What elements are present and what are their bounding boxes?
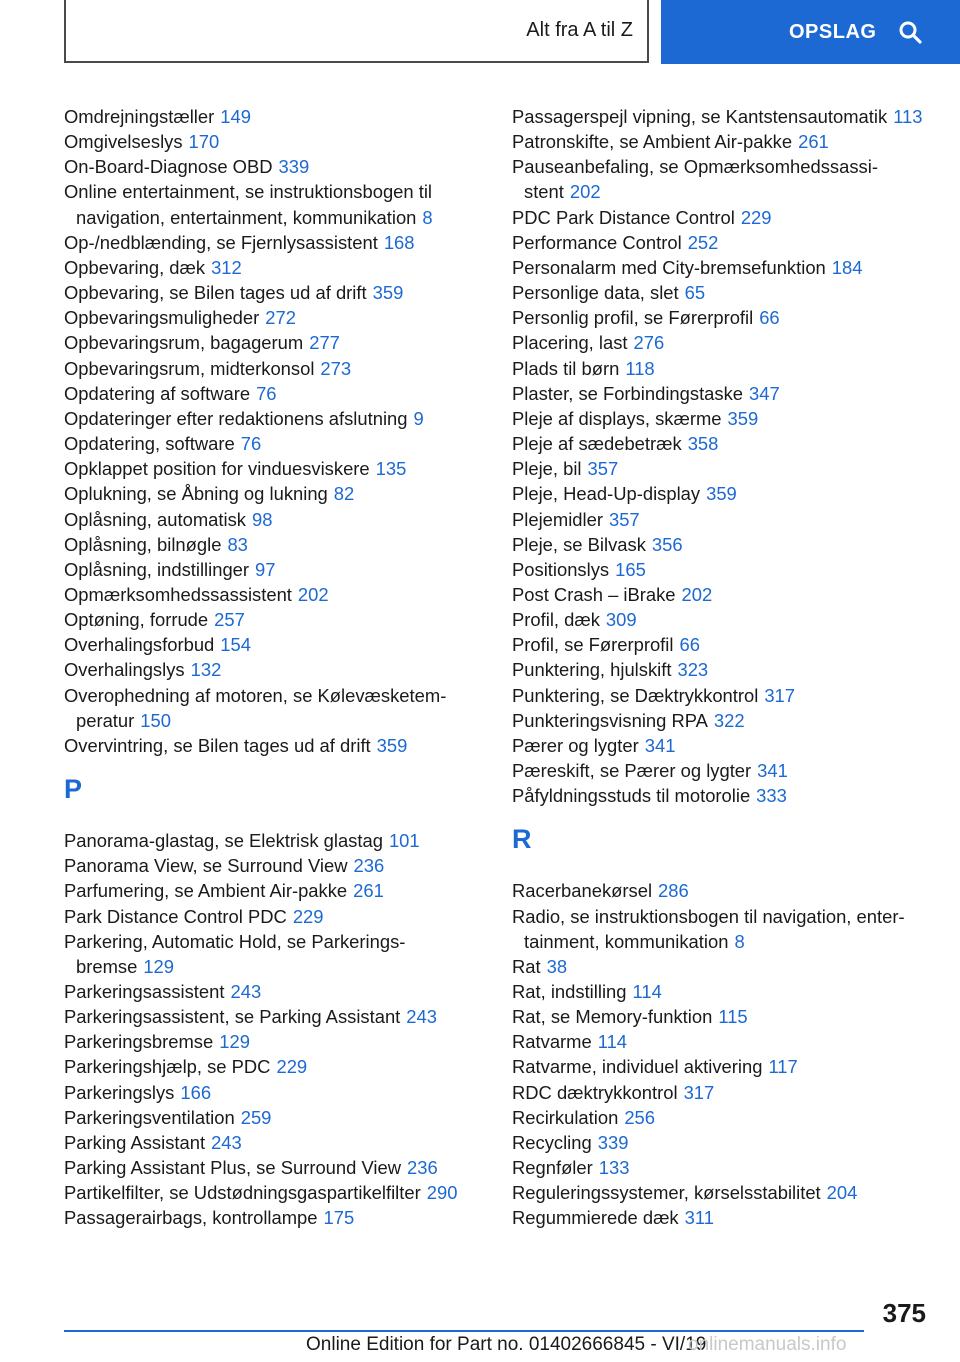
page-link[interactable]: 323 — [677, 659, 709, 681]
index-entry — [512, 431, 932, 456]
index-entry — [512, 904, 932, 954]
page-link[interactable]: 273 — [320, 357, 352, 379]
index-entry-text: Parkeringshjælp, se PDC — [64, 1056, 271, 1078]
page-link[interactable]: 133 — [598, 1157, 630, 1179]
index-entry — [512, 356, 932, 381]
page-link[interactable]: 165 — [615, 558, 646, 580]
index-entry — [512, 1205, 932, 1230]
index-entry — [512, 104, 932, 129]
index-entry — [64, 1105, 484, 1130]
index-entry-text: Ratvarme, individuel aktivering — [512, 1056, 763, 1078]
index-entry — [512, 1180, 932, 1205]
index-entry-text: Parkeringslys — [64, 1081, 175, 1103]
index-entry-text: Performance Control — [512, 231, 682, 253]
index-entry — [512, 708, 932, 733]
index-entry-text: Pleje af sædebetræk — [512, 433, 682, 455]
index-entry-text: Placering, last — [512, 332, 628, 354]
edition-text: Online Edition for Part no. 01402666845 - VI/19 — [306, 1334, 707, 1355]
index-entry — [512, 1080, 932, 1105]
index-entry-text: Punktering, se Dæktrykkontrol — [512, 684, 759, 706]
page-link[interactable]: 150 — [140, 709, 171, 731]
page-link[interactable]: 341 — [757, 760, 788, 782]
index-entry — [512, 305, 932, 330]
index-entry — [64, 154, 484, 179]
index-entry-text: Punkteringsvisning RPA — [512, 709, 708, 731]
index-entry — [64, 1054, 484, 1079]
page-link[interactable]: 101 — [388, 830, 420, 852]
index-entry-text: Opbevaringsmuligheder — [64, 307, 260, 329]
page-link[interactable]: 175 — [323, 1207, 355, 1229]
page-link[interactable]: 347 — [749, 382, 780, 404]
index-entry — [512, 532, 932, 557]
index-entry — [64, 733, 484, 758]
index-entry-text: Parkeringsventilation — [64, 1106, 235, 1128]
index-entry — [64, 683, 484, 733]
page-link[interactable]: 83 — [227, 533, 248, 555]
page-link[interactable]: 118 — [625, 357, 655, 379]
page-link[interactable]: 359 — [372, 282, 404, 304]
page-link[interactable]: 339 — [597, 1131, 629, 1153]
page-link[interactable]: 261 — [353, 880, 384, 902]
page-link[interactable]: 341 — [644, 734, 676, 756]
watermark: onlinemanuals.info — [688, 1334, 847, 1355]
index-entry — [64, 356, 484, 381]
page-link[interactable]: 154 — [220, 634, 251, 656]
index-entry-text: Oplåsning, indstillinger — [64, 558, 250, 580]
index-entry — [64, 1180, 484, 1205]
page-link[interactable]: 76 — [256, 382, 277, 404]
index-entry — [512, 507, 932, 532]
index-entry — [512, 632, 932, 657]
index-entry — [64, 179, 484, 229]
index-entry — [64, 1155, 484, 1180]
index-entry — [64, 582, 484, 607]
page-link[interactable]: 259 — [240, 1106, 272, 1128]
index-entry-text: Regnføler — [512, 1157, 593, 1179]
page-link[interactable]: 359 — [727, 407, 759, 429]
index-entry-text: Pleje af displays, skærme — [512, 407, 722, 429]
index-entry-text: Regummierede dæk — [512, 1207, 679, 1229]
page-link[interactable]: 290 — [426, 1182, 458, 1204]
index-entry-text: Opdatering af software — [64, 382, 251, 404]
index-entry-text: Opdateringer efter redaktionens afslutning — [64, 407, 408, 429]
footer-divider — [64, 1330, 864, 1332]
index-entry — [512, 330, 932, 355]
page-link[interactable]: 256 — [624, 1106, 655, 1128]
index-list-p — [64, 828, 484, 1231]
index-entry-text: Plejemidler — [512, 508, 603, 530]
index-entry-text: Opdatering, software — [64, 433, 235, 455]
page-link[interactable]: 8 — [422, 206, 433, 228]
index-entry — [64, 1080, 484, 1105]
index-entry — [512, 205, 932, 230]
index-entry — [64, 853, 484, 878]
index-entry-text: Op-/nedblænding, se Fjernlysassistent — [64, 231, 378, 253]
index-entry-text: Recycling — [512, 1131, 592, 1153]
page-link[interactable]: 322 — [713, 709, 745, 731]
index-entry — [512, 381, 932, 406]
page-link[interactable]: 277 — [309, 332, 340, 354]
page-link[interactable]: 359 — [706, 483, 737, 505]
page-link[interactable]: 236 — [407, 1157, 438, 1179]
page-link[interactable]: 113 — [893, 106, 923, 127]
index-entry — [64, 532, 484, 557]
page-link[interactable]: 309 — [605, 609, 637, 631]
page-link[interactable]: 38 — [546, 955, 568, 977]
index-entry — [64, 828, 484, 853]
index-entry-text: Online entertainment, se instruktionsbogen til navigation, entertainment, kommunikation — [64, 181, 433, 228]
section-letter-r: R — [512, 824, 532, 855]
index-entry — [64, 632, 484, 657]
index-entry-text: Recirkulation — [512, 1106, 619, 1128]
index-entry-text: Profil, dæk — [512, 609, 600, 631]
index-entry-text: PDC Park Distance Control — [512, 206, 735, 228]
index-entry — [64, 1029, 484, 1054]
page-link[interactable]: 115 — [718, 1006, 748, 1028]
page-link[interactable]: 114 — [632, 981, 662, 1002]
page-link[interactable]: 261 — [798, 131, 829, 153]
index-entry — [512, 758, 932, 783]
index-entry-text: Pleje, Head-Up-display — [512, 483, 701, 505]
index-entry — [512, 255, 932, 280]
index-entry-text: Parking Assistant — [64, 1131, 206, 1153]
index-list-r — [512, 878, 932, 1230]
index-entry-text: Post Crash – iBrake — [512, 583, 676, 605]
page-link[interactable]: 117 — [768, 1056, 798, 1078]
page-link[interactable]: 243 — [406, 1006, 437, 1028]
index-list-o — [64, 104, 484, 758]
index-entry-text: Pauseanbefaling, se Opmærksomhedssassistent — [512, 156, 878, 203]
page-link[interactable]: 286 — [658, 880, 689, 902]
page-link[interactable]: 276 — [633, 332, 665, 354]
index-entry — [512, 406, 932, 431]
index-entry-text: Personlige data, slet — [512, 282, 679, 304]
page-link[interactable]: 333 — [756, 785, 787, 807]
index-entry-text: Racerbanekørsel — [512, 880, 653, 902]
index-entry-text: Parking Assistant Plus, se Surround View — [64, 1157, 401, 1179]
index-entry-text: Opbevaringsrum, midterkonsol — [64, 357, 315, 379]
search-button[interactable] — [661, 0, 960, 64]
index-entry — [64, 507, 484, 532]
page-link[interactable]: 317 — [683, 1081, 715, 1103]
index-entry-text: Parfumering, se Ambient Air-pakke — [64, 880, 348, 902]
index-entry-text: Opklappet position for vinduesviskere — [64, 458, 370, 480]
index-entry — [512, 607, 932, 632]
page-link[interactable]: 66 — [759, 307, 780, 329]
page-link[interactable]: 135 — [375, 458, 407, 480]
index-entry-text: Omgivelseslys — [64, 131, 183, 153]
index-entry-text: Parkeringsbremse — [64, 1031, 214, 1053]
index-entry — [512, 1130, 932, 1155]
index-entry-text: Oplukning, se Åbning og lukning — [64, 483, 328, 505]
index-entry — [512, 657, 932, 682]
page-link[interactable]: 229 — [292, 905, 324, 927]
index-entry-text: On-Board-Diagnose OBD — [64, 156, 273, 178]
page-link[interactable]: 202 — [297, 583, 329, 605]
index-entry — [64, 481, 484, 506]
page-link[interactable]: 243 — [211, 1131, 242, 1153]
index-entry — [512, 481, 932, 506]
index-entry-text: Personlig profil, se Førerprofil — [512, 307, 754, 329]
index-entry-text: Overhalingslys — [64, 659, 185, 681]
page-link[interactable]: 204 — [826, 1182, 858, 1204]
index-entry-text: Park Distance Control PDC — [64, 905, 287, 927]
index-entry — [512, 129, 932, 154]
index-entry-text: Pæreskift, se Pærer og lygter — [512, 760, 752, 782]
index-entry-text: Parkeringsassistent, se Parking Assistant — [64, 1006, 401, 1028]
index-entry-text: Ratvarme — [512, 1031, 592, 1053]
index-entry-text: Panorama View, se Surround View — [64, 855, 348, 877]
index-entry — [64, 657, 484, 682]
index-entry — [512, 230, 932, 255]
page-link[interactable]: 149 — [220, 106, 251, 127]
index-entry — [64, 431, 484, 456]
index-entry — [512, 280, 932, 305]
index-entry — [64, 1205, 484, 1230]
index-entry-text: Pærer og lygter — [512, 734, 639, 756]
index-entry — [512, 456, 932, 481]
index-entry — [64, 904, 484, 929]
index-entry-text: Opbevaring, dæk — [64, 256, 206, 278]
index-entry — [64, 979, 484, 1004]
page-link[interactable]: 358 — [687, 433, 719, 455]
page-link[interactable]: 312 — [211, 256, 242, 278]
index-entry — [512, 954, 932, 979]
index-entry — [64, 381, 484, 406]
index-list-p-continued — [512, 104, 932, 808]
page-link[interactable]: 356 — [651, 533, 683, 555]
page-link[interactable]: 184 — [831, 256, 863, 278]
index-entry — [64, 305, 484, 330]
page-link[interactable]: 168 — [383, 231, 415, 253]
index-entry-text: Plaster, se Forbindingstaske — [512, 382, 744, 404]
index-entry-text: Reguleringssystemer, kørselsstabilitet — [512, 1182, 821, 1204]
index-entry — [64, 230, 484, 255]
index-entry-text: Pleje, se Bilvask — [512, 533, 646, 555]
page-link[interactable]: 272 — [265, 307, 296, 329]
index-entry-text: Opbevaring, se Bilen tages ud af drift — [64, 282, 367, 304]
page-link[interactable]: 202 — [569, 181, 601, 203]
index-entry-text: Personalarm med City-bremsefunktion — [512, 256, 826, 278]
page-number: 375 — [882, 1298, 926, 1328]
index-entry — [64, 280, 484, 305]
page-link[interactable]: 317 — [764, 684, 796, 706]
page-link[interactable]: 236 — [353, 855, 385, 877]
index-entry — [64, 456, 484, 481]
index-entry — [64, 104, 484, 129]
page-link[interactable]: 359 — [376, 734, 408, 756]
section-tab[interactable] — [64, 0, 649, 63]
index-entry — [64, 255, 484, 280]
index-entry-text: Passagerspejl vipning, se Kantstensautomatik — [512, 106, 888, 127]
index-entry — [64, 406, 484, 431]
index-entry-text: Patronskifte, se Ambient Air-pakke — [512, 131, 793, 153]
section-letter-p: P — [64, 774, 83, 805]
index-entry-text: Rat, se Memory-funktion — [512, 1006, 713, 1028]
index-column-left — [64, 104, 484, 1231]
index-entry-text: Overhalingsforbud — [64, 634, 215, 656]
index-entry-text: Rat, indstilling — [512, 981, 627, 1002]
search-button-label: OPSLAG — [789, 20, 877, 43]
index-entry — [512, 783, 932, 808]
index-entry — [64, 929, 484, 979]
index-entry-text: Omdrejningstæller — [64, 106, 215, 127]
page-link[interactable]: 8 — [734, 930, 745, 952]
index-entry-text: Overophedning af motoren, se Kølevæsketemperatur — [64, 684, 447, 731]
index-column-right — [512, 104, 932, 1231]
index-entry — [64, 607, 484, 632]
page-link[interactable]: 114 — [597, 1031, 628, 1053]
page-link[interactable]: 9 — [413, 407, 424, 429]
page-link[interactable]: 129 — [219, 1031, 250, 1053]
page-link[interactable]: 66 — [679, 634, 700, 656]
page-link[interactable]: 76 — [240, 433, 262, 455]
section-tab-label: Alt fra A til Z — [526, 19, 633, 41]
index-entry — [64, 1004, 484, 1029]
page-link[interactable]: 132 — [190, 659, 222, 681]
page-link[interactable]: 98 — [251, 508, 273, 530]
page-link[interactable]: 257 — [214, 609, 245, 631]
index-entry — [64, 557, 484, 582]
page-link[interactable]: 243 — [230, 981, 262, 1002]
page-link[interactable]: 97 — [255, 558, 276, 580]
page-link[interactable]: 357 — [587, 458, 619, 480]
search-icon — [898, 20, 922, 44]
index-entry — [512, 683, 932, 708]
index-entry-text: Oplåsning, bilnøgle — [64, 533, 222, 555]
page-link[interactable]: 82 — [333, 483, 355, 505]
page-link[interactable]: 202 — [681, 583, 713, 605]
index-entry-text: Positionslys — [512, 558, 610, 580]
index-entry-text: Oplåsning, automatisk — [64, 508, 246, 530]
index-entry — [512, 1004, 932, 1029]
index-entry — [512, 557, 932, 582]
page-link[interactable]: 339 — [278, 156, 310, 178]
page-link[interactable]: 170 — [188, 131, 220, 153]
index-entry-text: Påfyldningsstuds til motorolie — [512, 785, 751, 807]
index-entry-text: Pleje, bil — [512, 458, 582, 480]
index-entry-text: Rat — [512, 955, 541, 977]
index-entry — [64, 129, 484, 154]
index-entry-text: Panorama-glastag, se Elektrisk glastag — [64, 830, 383, 852]
page-link[interactable]: 357 — [608, 508, 640, 530]
page-link[interactable]: 229 — [276, 1056, 308, 1078]
index-entry — [512, 1105, 932, 1130]
index-entry — [512, 979, 932, 1004]
index-entry-text: Passagerairbags, kontrollampe — [64, 1207, 318, 1229]
index-entry-text: Parkeringsassistent — [64, 981, 225, 1002]
index-entry-text: Optøning, forrude — [64, 609, 209, 631]
page-link[interactable]: 229 — [740, 206, 772, 228]
index-entry-text: Opbevaringsrum, bagagerum — [64, 332, 304, 354]
index-entry-text: Parkering, Automatic Hold, se Parkeringsbremse — [64, 930, 406, 977]
index-entry — [512, 1029, 932, 1054]
index-entry — [512, 878, 932, 903]
index-entry-text: Plads til børn — [512, 357, 620, 379]
index-entry-text: Radio, se instruktionsbogen til navigation, entertainment, kommunikation — [512, 905, 905, 952]
index-entry — [512, 733, 932, 758]
page-link[interactable]: 166 — [180, 1081, 212, 1103]
index-entry — [64, 878, 484, 903]
index-entry — [512, 582, 932, 607]
page-link[interactable]: 65 — [684, 282, 706, 304]
page-link[interactable]: 129 — [143, 955, 175, 977]
index-entry — [512, 1155, 932, 1180]
index-entry-text: Opmærksomhedssassistent — [64, 583, 292, 605]
index-entry-text: Punktering, hjulskift — [512, 659, 672, 681]
index-entry-text: Profil, se Førerprofil — [512, 634, 674, 656]
index-entry — [64, 1130, 484, 1155]
index-entry — [512, 1054, 932, 1079]
index-entry-text: RDC dæktrykkontrol — [512, 1081, 678, 1103]
index-entry-text: Overvintring, se Bilen tages ud af drift — [64, 734, 371, 756]
page-link[interactable]: 252 — [687, 231, 719, 253]
index-entry-text: Partikelfilter, se Udstødningsgaspartikelfilter — [64, 1182, 421, 1204]
index-entry — [512, 154, 932, 204]
index-entry — [64, 330, 484, 355]
page-link[interactable]: 311 — [684, 1207, 714, 1229]
